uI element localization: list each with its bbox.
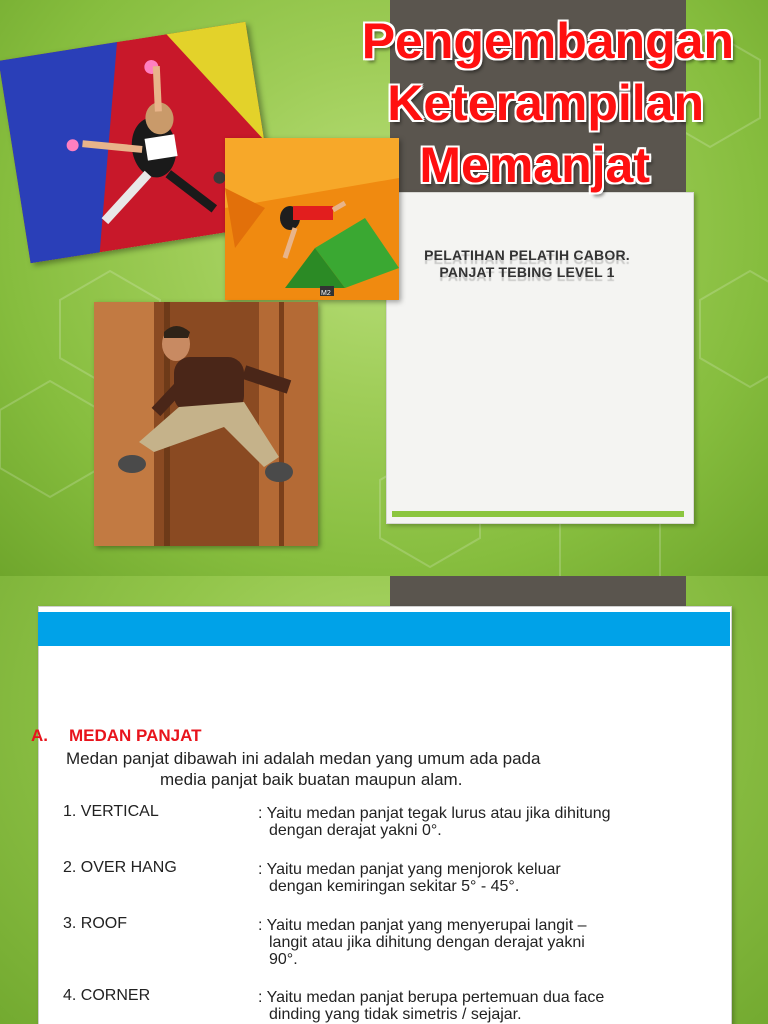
title-line-2: Keterampilan <box>387 75 704 131</box>
definition-line: 90°. <box>269 951 298 968</box>
intro-paragraph <box>66 748 716 790</box>
definition-line: langit atau jika dihitung dengan derajat yakni <box>269 934 585 951</box>
title-line-3: Memanjat <box>419 137 650 193</box>
content-slide <box>0 576 768 1024</box>
section-title: MEDAN PANJAT <box>69 726 202 745</box>
section-heading <box>31 726 202 746</box>
definition-line: : Yaitu medan panjat yang menjorok keluar <box>258 861 561 878</box>
term-roof: 3. ROOF <box>63 915 128 932</box>
slide-subtitle <box>392 247 662 281</box>
definition-line: dengan derajat yakni 0°. <box>269 822 442 839</box>
definition-roof <box>258 917 728 968</box>
definition-line: : Yaitu medan panjat tegak lurus atau jika dihitung <box>258 805 611 822</box>
header-blue-bar <box>38 612 730 646</box>
subtitle-line-2: PANJAT TEBING LEVEL 1 <box>439 264 615 280</box>
climber-photo-chimney <box>94 302 318 546</box>
subtitle-panel <box>386 192 694 524</box>
slide-title <box>0 10 768 196</box>
term-overhang: 2. OVER HANG <box>63 859 177 876</box>
intro-line-1: Medan panjat dibawah ini adalah medan yang umum ada pada <box>66 749 541 768</box>
definition-overhang <box>258 861 728 895</box>
definition-line: dengan kemiringan sekitar 5° - 45°. <box>269 878 520 895</box>
term-corner: 4. CORNER <box>63 987 151 1004</box>
subtitle-line-1: PELATIHAN PELATIH CABOR. <box>424 247 630 263</box>
title-line-1: Pengembangan <box>361 13 734 69</box>
photo-badge: M2 <box>321 290 331 297</box>
section-letter: A. <box>31 726 48 745</box>
definition-line: : Yaitu medan panjat yang menyerupai langit – <box>258 917 587 934</box>
definition-vertical <box>258 805 728 839</box>
definition-line: dinding yang tidak simetris / sejajar. <box>269 1006 522 1023</box>
intro-line-2: media panjat baik buatan maupun alam. <box>160 770 463 789</box>
definition-line: : Yaitu medan panjat berupa pertemuan dua face <box>258 989 605 1006</box>
term-vertical: 1. VERTICAL <box>63 803 159 820</box>
accent-line <box>392 511 684 517</box>
definition-corner <box>258 989 728 1023</box>
